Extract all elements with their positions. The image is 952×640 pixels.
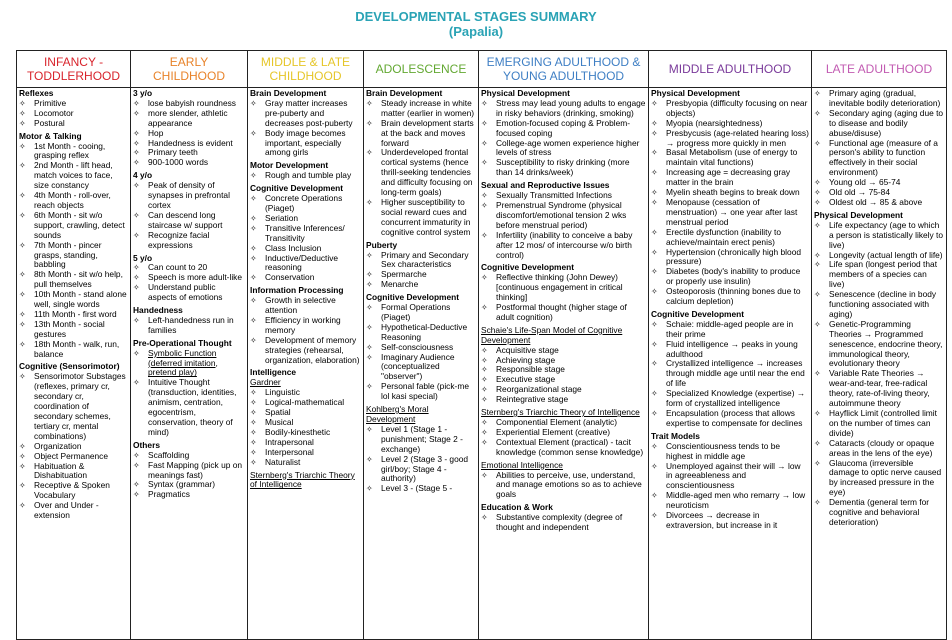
section-title: 3 y/o (133, 88, 153, 98)
list-item: ✧ Cataracts (cloudy or opaque areas in the lens of the eye) (814, 439, 944, 459)
list-item: ✧ lose babyish roundness (133, 99, 245, 109)
list-item: ✧ Dementia (general term for cognitive and behavioral deterioration) (814, 498, 944, 528)
section-title: Sexual and Reproductive Issues (481, 180, 610, 191)
list-item: ✧ Intuitive Thought (transduction, identities, animism, centration, egocentrism, conservation, theory of mind) (133, 378, 245, 437)
list-item: ✧ Primary and Secondary Sex characteristics (366, 251, 476, 271)
section-title: Schaie's Life-Span Model of Cognitive Development (481, 324, 623, 345)
list-item: ✧ Gray matter increases pre-puberty and decreases post-puberty (250, 99, 361, 129)
header-adolescence: ADOLESCENCE (364, 51, 479, 88)
section-title: Kohlberg's Moral Development (366, 404, 429, 424)
list-item: ✧ Experiential Element (creative) (481, 428, 646, 438)
list-item: ✧ Presbyopia (difficulty focusing on near objects) (651, 99, 809, 119)
list-item: ✧ Variable Rate Theories → wear-and-tear, free-radical theory, rate-of-living theory, autoimmune theory (814, 369, 944, 409)
list-item: ✧ Infertility (inability to conceive a baby after 12 mos/ of intercourse w/o birth control) (481, 231, 646, 261)
list-item: ✧ Efficiency in working memory (250, 316, 361, 336)
list-item: ✧ Speech is more adult-like (133, 273, 245, 283)
list-item: ✧ Sensorimotor Substages (reflexes, primary cr, secondary cr, coordination of secondary schemes, tertiary cr, mental combinations) (19, 372, 128, 441)
section-title: 5 y/o (133, 252, 153, 263)
list-item: ✧ 2nd Month - lift head, match voices to face, size constancy (19, 161, 128, 191)
list-item: ✧ Fast Mapping (pick up on meanings fast) (133, 461, 245, 481)
list-item: ✧ Reflective thinking (John Dewey) [continuous engagement in critical thinking] (481, 273, 646, 303)
section-title: Puberty (366, 239, 398, 250)
list-item: ✧ Conservation (250, 273, 361, 283)
list-item: ✧ Object Permanence (19, 452, 128, 462)
list-item: ✧ Locomotor (19, 109, 128, 119)
list-item: ✧ Concrete Operations (Piaget) (250, 194, 361, 214)
list-item: ✧ 8th Month - sit w/o help, pull themselves (19, 270, 128, 290)
list-item: ✧ Fluid intelligence → peaks in young adulthood (651, 340, 809, 360)
section-title: Brain Development (250, 88, 327, 98)
list-item: ✧ Left-handedness run in families (133, 316, 245, 336)
list-item: ✧ Can descend long staircase w/ support (133, 211, 245, 231)
list-item: ✧ Acquisitive stage (481, 346, 646, 356)
header-late-adulthood: LATE ADULTHOOD (812, 51, 947, 88)
list-item: ✧ Specialized Knowledge (expertise) → form of crystallized intelligence (651, 389, 809, 409)
content-row (17, 88, 947, 640)
list-item: ✧ Higher susceptibility to social reward cues and concurrent immaturity in cognitive control system (366, 198, 476, 238)
list-item: ✧ Schaie: middle-aged people are in their prime (651, 320, 809, 340)
list-item: ✧ Syntax (grammar) (133, 480, 245, 490)
list-item: ✧ Development of memory strategies (rehearsal, organization, elaboration) (250, 336, 361, 366)
list-item: ✧ Class Inclusion (250, 244, 361, 254)
list-item: ✧ Menarche (366, 280, 476, 290)
list-item: ✧ Stress may lead young adults to engage in risky behaviors (drinking, smoking) (481, 99, 646, 119)
column-adolescence (364, 88, 479, 640)
list-item: ✧ Contextual Element (practical) - tacit knowledge (common sense knowledge) (481, 438, 646, 458)
list-item: ✧ Componential Element (analytic) (481, 418, 646, 428)
list-item: ✧ Inductive/Deductive reasoning (250, 254, 361, 274)
list-item: ✧ Reintegrative stage (481, 395, 646, 405)
list-item: ✧ Erectile dysfunction (inability to achieve/maintain erect penis) (651, 228, 809, 248)
list-item: ✧ Young old → 65-74 (814, 178, 944, 188)
list-item: ✧ Conscientiousness tends to be highest in middle age (651, 442, 809, 462)
list-item: ✧ Encapsulation (process that allows expertise to compensate for declines (651, 409, 809, 429)
list-item: ✧ Primitive (19, 99, 128, 109)
section-title: Motor Development (250, 160, 329, 171)
section-title: Cognitive Development (481, 262, 575, 273)
section-title: Pre-Operational Thought (133, 337, 232, 348)
list-item: ✧ Hayflick Limit (controlled limit on the number of times can divide) (814, 409, 944, 439)
list-item: ✧ Increasing age = decreasing gray matter in the brain (651, 168, 809, 188)
column-emerging-adulthood (479, 88, 649, 640)
list-item: ✧ Spatial (250, 408, 361, 418)
section-title: Intelligence (250, 367, 297, 378)
list-item: ✧ Pragmatics (133, 490, 245, 500)
list-item: ✧ Executive stage (481, 375, 646, 385)
section-title: 4 y/o (133, 170, 153, 181)
list-item: ✧ Recognize facial expressions (133, 231, 245, 251)
section-title: Sternberg's Triarchic Theory of Intelligence (481, 407, 640, 418)
list-item: ✧ Premenstrual Syndrome (physical discomfort/emotional tension 2 wks before menstrual period) (481, 201, 646, 231)
list-item: ✧ Rough and tumble play (250, 171, 361, 181)
list-item: ✧ Musical (250, 418, 361, 428)
list-item: ✧ Peak of density of synapses in prefrontal cortex (133, 181, 245, 211)
list-item: ✧ Sexually Transmitted Infections (481, 191, 646, 201)
header-middle-late-childhood: MIDDLE & LATE CHILDHOOD (248, 51, 364, 88)
list-item: ✧ Longevity (actual length of life) (814, 251, 944, 261)
list-item: ✧ 10th Month - stand alone well, single words (19, 290, 128, 310)
list-item: ✧ Intrapersonal (250, 438, 361, 448)
page-title: DEVELOPMENTAL STAGES SUMMARY (355, 9, 597, 24)
section-title: Emotional Intelligence (481, 459, 563, 470)
list-item: ✧ Can count to 20 (133, 263, 245, 273)
list-item: ✧ Abilities to perceive, use, understand, and manage emotions so as to achieve goals (481, 471, 646, 501)
list-item: ✧ Understand public aspects of emotions (133, 283, 245, 303)
list-item: ✧ Receptive & Spoken Vocabulary (19, 481, 128, 501)
section-title: Physical Development (481, 88, 570, 98)
column-middle-late-childhood (248, 88, 364, 640)
list-item: ✧ Achieving stage (481, 356, 646, 366)
section-subtitle: Gardner (250, 377, 281, 388)
list-item: ✧ Bodily-kinesthetic (250, 428, 361, 438)
list-item: ✧ Unemployed against their will → low in agreeableness and conscientiousness (651, 462, 809, 492)
section-title: Reflexes (19, 88, 54, 98)
list-item: ✧ Myelin sheath begins to break down (651, 188, 809, 198)
list-item: ✧ more slender, athletic appearance (133, 109, 245, 129)
list-item: ✧ Self-consciousness (366, 343, 476, 353)
list-item: ✧ Crystallized intelligence → increases through middle age until near the end of life (651, 359, 809, 389)
list-item: ✧ Hypertension (chronically high blood pressure) (651, 248, 809, 268)
list-item: ✧ Primary teeth (133, 148, 245, 158)
list-item: ✧ Menopause (cessation of menstruation) → one year after last menstrual period (651, 198, 809, 228)
list-item: ✧ Responsible stage (481, 365, 646, 375)
list-item: ✧ Naturalist (250, 458, 361, 468)
list-item: ✧ Hypothetical-Deductive Reasoning (366, 323, 476, 343)
column-infancy (17, 88, 131, 640)
list-item: ✧ Diabetes (body's inability to produce or properly use insulin) (651, 267, 809, 287)
list-item: ✧ 6th Month - sit w/o support, crawling, detect sounds (19, 211, 128, 241)
page-subtitle: (Papalia) (448, 24, 504, 39)
list-item: ✧ Personal fable (pick-me lol kasi special) (366, 382, 476, 402)
list-item: ✧ Hop (133, 129, 245, 139)
list-item: ✧ Old old → 75-84 (814, 188, 944, 198)
list-item: ✧ Transitive Inferences/ Transitivity (250, 224, 361, 244)
list-item: ✧ Growth in selective attention (250, 296, 361, 316)
list-item: ✧ Primary aging (gradual, inevitable bodily deterioration) (814, 89, 944, 109)
section-title: Cognitive Development (250, 183, 344, 194)
list-item: ✧ 1st Month - cooing, grasping reflex (19, 142, 128, 162)
header-early-childhood: EARLY CHILDHOOD (131, 51, 248, 88)
section-title: Motor & Talking (19, 130, 82, 141)
list-item: ✧ Spermarche (366, 270, 476, 280)
list-item: ✧ Reorganizational stage (481, 385, 646, 395)
list-item: ✧ 11th Month - first word (19, 310, 128, 320)
list-item: ✧ Scaffolding (133, 451, 245, 461)
list-item: ✧ Symbolic Function (deferred imitation, pretend play) (133, 349, 245, 379)
header-row (17, 51, 947, 88)
list-item: ✧ Organization (19, 442, 128, 452)
list-item: ✧ Linguistic (250, 388, 361, 398)
header-emerging-adulthood: EMERGING ADULTHOOD & YOUNG ADULTHOOD (479, 51, 649, 88)
list-item: ✧ 4th Month - roll-over, reach objects (19, 191, 128, 211)
list-item: ✧ College-age women experience higher levels of stress (481, 139, 646, 159)
list-item: ✧ Emotion-focused coping & Problem-focused coping (481, 119, 646, 139)
section-title: Cognitive Development (651, 308, 745, 319)
stages-table (16, 50, 947, 640)
list-item: ✧ Handedness is evident (133, 139, 245, 149)
section-title: Trait Models (651, 430, 700, 441)
list-item: ✧ Oldest old → 85 & above (814, 198, 944, 208)
list-item: ✧ Secondary aging (aging due to to disease and bodily abuse/disuse) (814, 109, 944, 139)
column-early-childhood (131, 88, 248, 640)
header-middle-adulthood: MIDDLE ADULTHOOD (649, 51, 812, 88)
section-title: Brain Development (366, 88, 443, 98)
list-item: ✧ 13th Month - social gestures (19, 320, 128, 340)
list-item: ✧ Genetic-Programming Theories → Programmed senescence, endocrine theory, immunological theory, evolutionary theory (814, 320, 944, 370)
list-item: ✧ Life expectancy (age to which a person is statistically likely to live) (814, 221, 944, 251)
section-title: Cognitive (Sensorimotor) (19, 361, 120, 372)
list-item: ✧ Myopia (nearsightedness) (651, 119, 809, 129)
section-title: Information Processing (250, 285, 344, 296)
column-late-adulthood (812, 88, 947, 640)
section-title: Others (133, 439, 160, 450)
list-item: ✧ Formal Operations (Piaget) (366, 303, 476, 323)
list-item: ✧ Substantive complexity (degree of thought and independent (481, 513, 646, 533)
section-title: Sternberg's Triarchic Theory of Intelligence (250, 469, 355, 490)
header-infancy: INFANCY - TODDLERHOOD (17, 51, 131, 88)
list-item: ✧ Basal Metabolism (use of energy to maintain vital functions) (651, 148, 809, 168)
list-item: ✧ Underdeveloped frontal cortical systems (hence thrill-seeking tendencies and difficulty focusing on long-term goals) (366, 148, 476, 198)
list-item: ✧ Susceptibility to risky drinking (more than 14 drinks/week) (481, 158, 646, 178)
list-item: ✧ Middle-aged men who remarry → low neuroticism (651, 491, 809, 511)
list-item: ✧ Level 3 - (Stage 5 - (366, 484, 476, 494)
list-item: ✧ 900-1000 words (133, 158, 245, 168)
list-item: ✧ Glaucoma (irreversible damage to optic nerve caused by increased pressure in the eye) (814, 459, 944, 499)
list-item: ✧ 18th Month - walk, run, balance (19, 340, 128, 360)
list-item: ✧ Postural (19, 119, 128, 129)
list-item: ✧ Level 2 (Stage 3 - good girl/boy; Stage 4 - authority) (366, 455, 476, 485)
section-title: Physical Development (651, 88, 740, 98)
list-item: ✧ Seriation (250, 214, 361, 224)
section-title: Education & Work (481, 502, 553, 513)
column-middle-adulthood (649, 88, 812, 640)
list-item: ✧ Imaginary Audience (conceptualized "observer") (366, 353, 476, 383)
list-item: ✧ Body image becomes important, especially among girls (250, 129, 361, 159)
list-item: ✧ 7th Month - pincer grasps, standing, babbling (19, 241, 128, 271)
section-title: Physical Development (814, 209, 903, 220)
list-item: ✧ Brain development starts at the back and moves forward (366, 119, 476, 149)
list-item: ✧ Postformal thought (higher stage of adult cognition) (481, 303, 646, 323)
list-item: ✧ Level 1 (Stage 1 - punishment; Stage 2 - exchange) (366, 425, 476, 455)
list-item: ✧ Interpersonal (250, 448, 361, 458)
list-item: ✧ Logical-mathematical (250, 398, 361, 408)
section-title: Handedness (133, 305, 183, 316)
list-item: ✧ Over and Under - extension (19, 501, 128, 521)
list-item: ✧ Presbycusis (age-related hearing loss) → progress more quickly in men (651, 129, 809, 149)
list-item: ✧ Steady increase in white matter (earlier in women) (366, 99, 476, 119)
list-item: ✧ Functional age (measure of a person's ability to function effectively in their social environment) (814, 139, 944, 179)
list-item: ✧ Divorcees → decrease in extraversion, but increase in it (651, 511, 809, 531)
list-item: ✧ Life span (longest period that members of a species can live) (814, 260, 944, 290)
list-item: ✧ Habituation & Dishabituation (19, 462, 128, 482)
list-item: ✧ Osteoporosis (thinning bones due to calcium depletion) (651, 287, 809, 307)
list-item: ✧ Senescence (decline in body functioning associated with aging) (814, 290, 944, 320)
section-title: Cognitive Development (366, 292, 460, 303)
